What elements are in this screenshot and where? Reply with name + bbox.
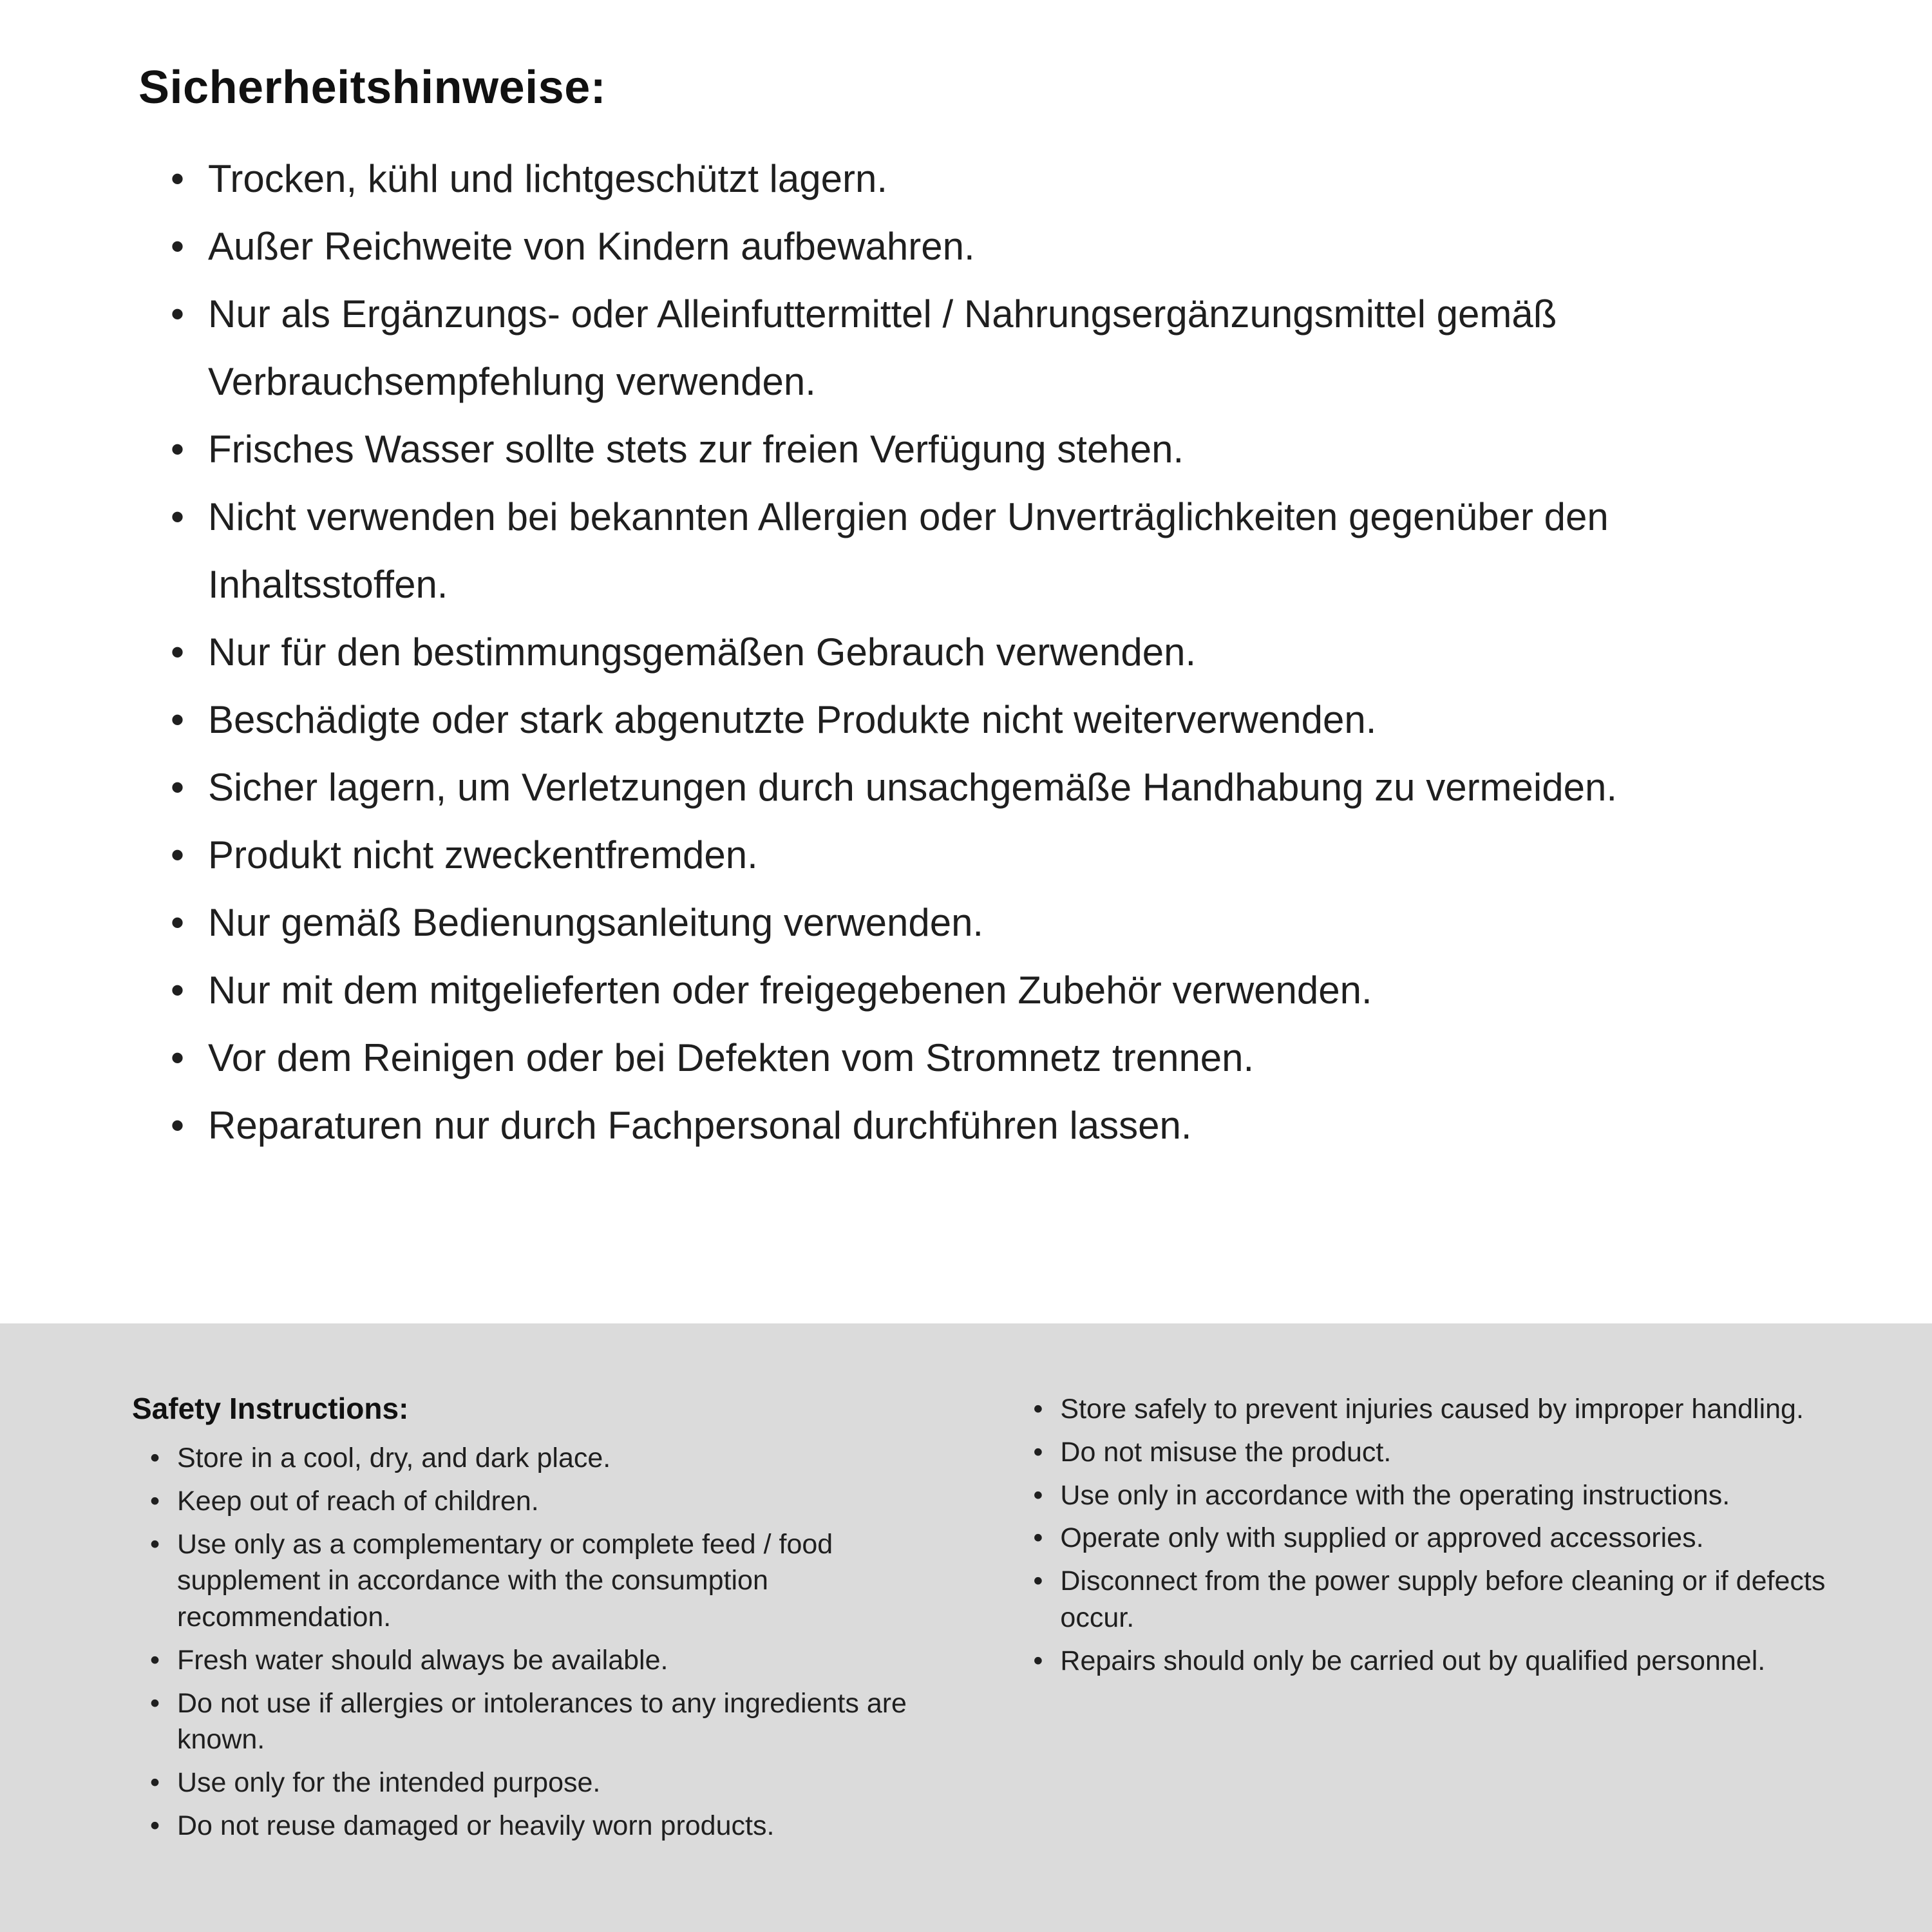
list-item: • Vor dem Reinigen oder bei Defekten vom Stromnetz trennen.	[171, 1024, 1829, 1092]
list-item: • Store in a cool, dry, and dark place.	[150, 1440, 972, 1477]
list-item: • Do not misuse the product.	[1033, 1434, 1835, 1471]
list-item: • Sicher lagern, um Verletzungen durch unsachgemäße Handhabung zu vermeiden.	[171, 753, 1829, 821]
list-item: • Nur gemäß Bedienungsanleitung verwenden.	[171, 889, 1829, 956]
english-left-column	[132, 1391, 972, 1851]
list-item: • Reparaturen nur durch Fachpersonal durchführen lassen.	[171, 1092, 1829, 1159]
list-item: • Nur für den bestimmungsgemäßen Gebrauch verwenden.	[171, 618, 1829, 686]
english-safety-list-left	[132, 1440, 972, 1844]
list-item: • Außer Reichweite von Kindern aufbewahren.	[171, 213, 1829, 280]
list-item: • Frisches Wasser sollte stets zur freien Verfügung stehen.	[171, 415, 1829, 483]
english-safety-list-right	[1033, 1391, 1835, 1679]
list-item: • Beschädigte oder stark abgenutzte Produkte nicht weiterverwenden.	[171, 686, 1829, 753]
list-item: • Use only in accordance with the operating instructions.	[1033, 1477, 1835, 1514]
list-item: • Fresh water should always be available.	[150, 1642, 972, 1679]
list-item: • Store safely to prevent injuries caused by improper handling.	[1033, 1391, 1835, 1428]
german-section-title: Sicherheitshinweise:	[138, 62, 607, 113]
list-item: • Do not use if allergies or intolerances to any ingredients are known.	[150, 1685, 972, 1759]
list-item: • Use only for the intended purpose.	[150, 1765, 972, 1801]
list-item: • Operate only with supplied or approved accessories.	[1033, 1520, 1835, 1557]
list-item: • Produkt nicht zweckentfremden.	[171, 821, 1829, 889]
list-item: • Trocken, kühl und lichtgeschützt lagern.	[171, 145, 1829, 213]
list-item: • Repairs should only be carried out by qualified personnel.	[1033, 1643, 1835, 1680]
list-item: • Nur mit dem mitgelieferten oder freigegebenen Zubehör verwenden.	[171, 956, 1829, 1024]
english-safety-section	[0, 1323, 1932, 1932]
english-section-title: Safety Instructions:	[132, 1392, 409, 1425]
list-item: • Disconnect from the power supply before cleaning or if defects occur.	[1033, 1563, 1835, 1636]
german-safety-list	[138, 145, 1829, 1159]
list-item: • Keep out of reach of children.	[150, 1483, 972, 1520]
list-item: • Nicht verwenden bei bekannten Allergien oder Unverträglichkeiten gegenüber den Inhaltsstoffen.	[171, 483, 1829, 618]
list-item: • Nur als Ergänzungs- oder Alleinfuttermittel / Nahrungsergänzungsmittel gemäß Verbrauchsempfehlung verwenden.	[171, 280, 1829, 415]
list-item: • Do not reuse damaged or heavily worn products.	[150, 1808, 972, 1844]
list-item: • Use only as a complementary or complete feed / food supplement in accordance with the consumption recommendation.	[150, 1526, 972, 1636]
english-right-column	[1033, 1391, 1835, 1685]
